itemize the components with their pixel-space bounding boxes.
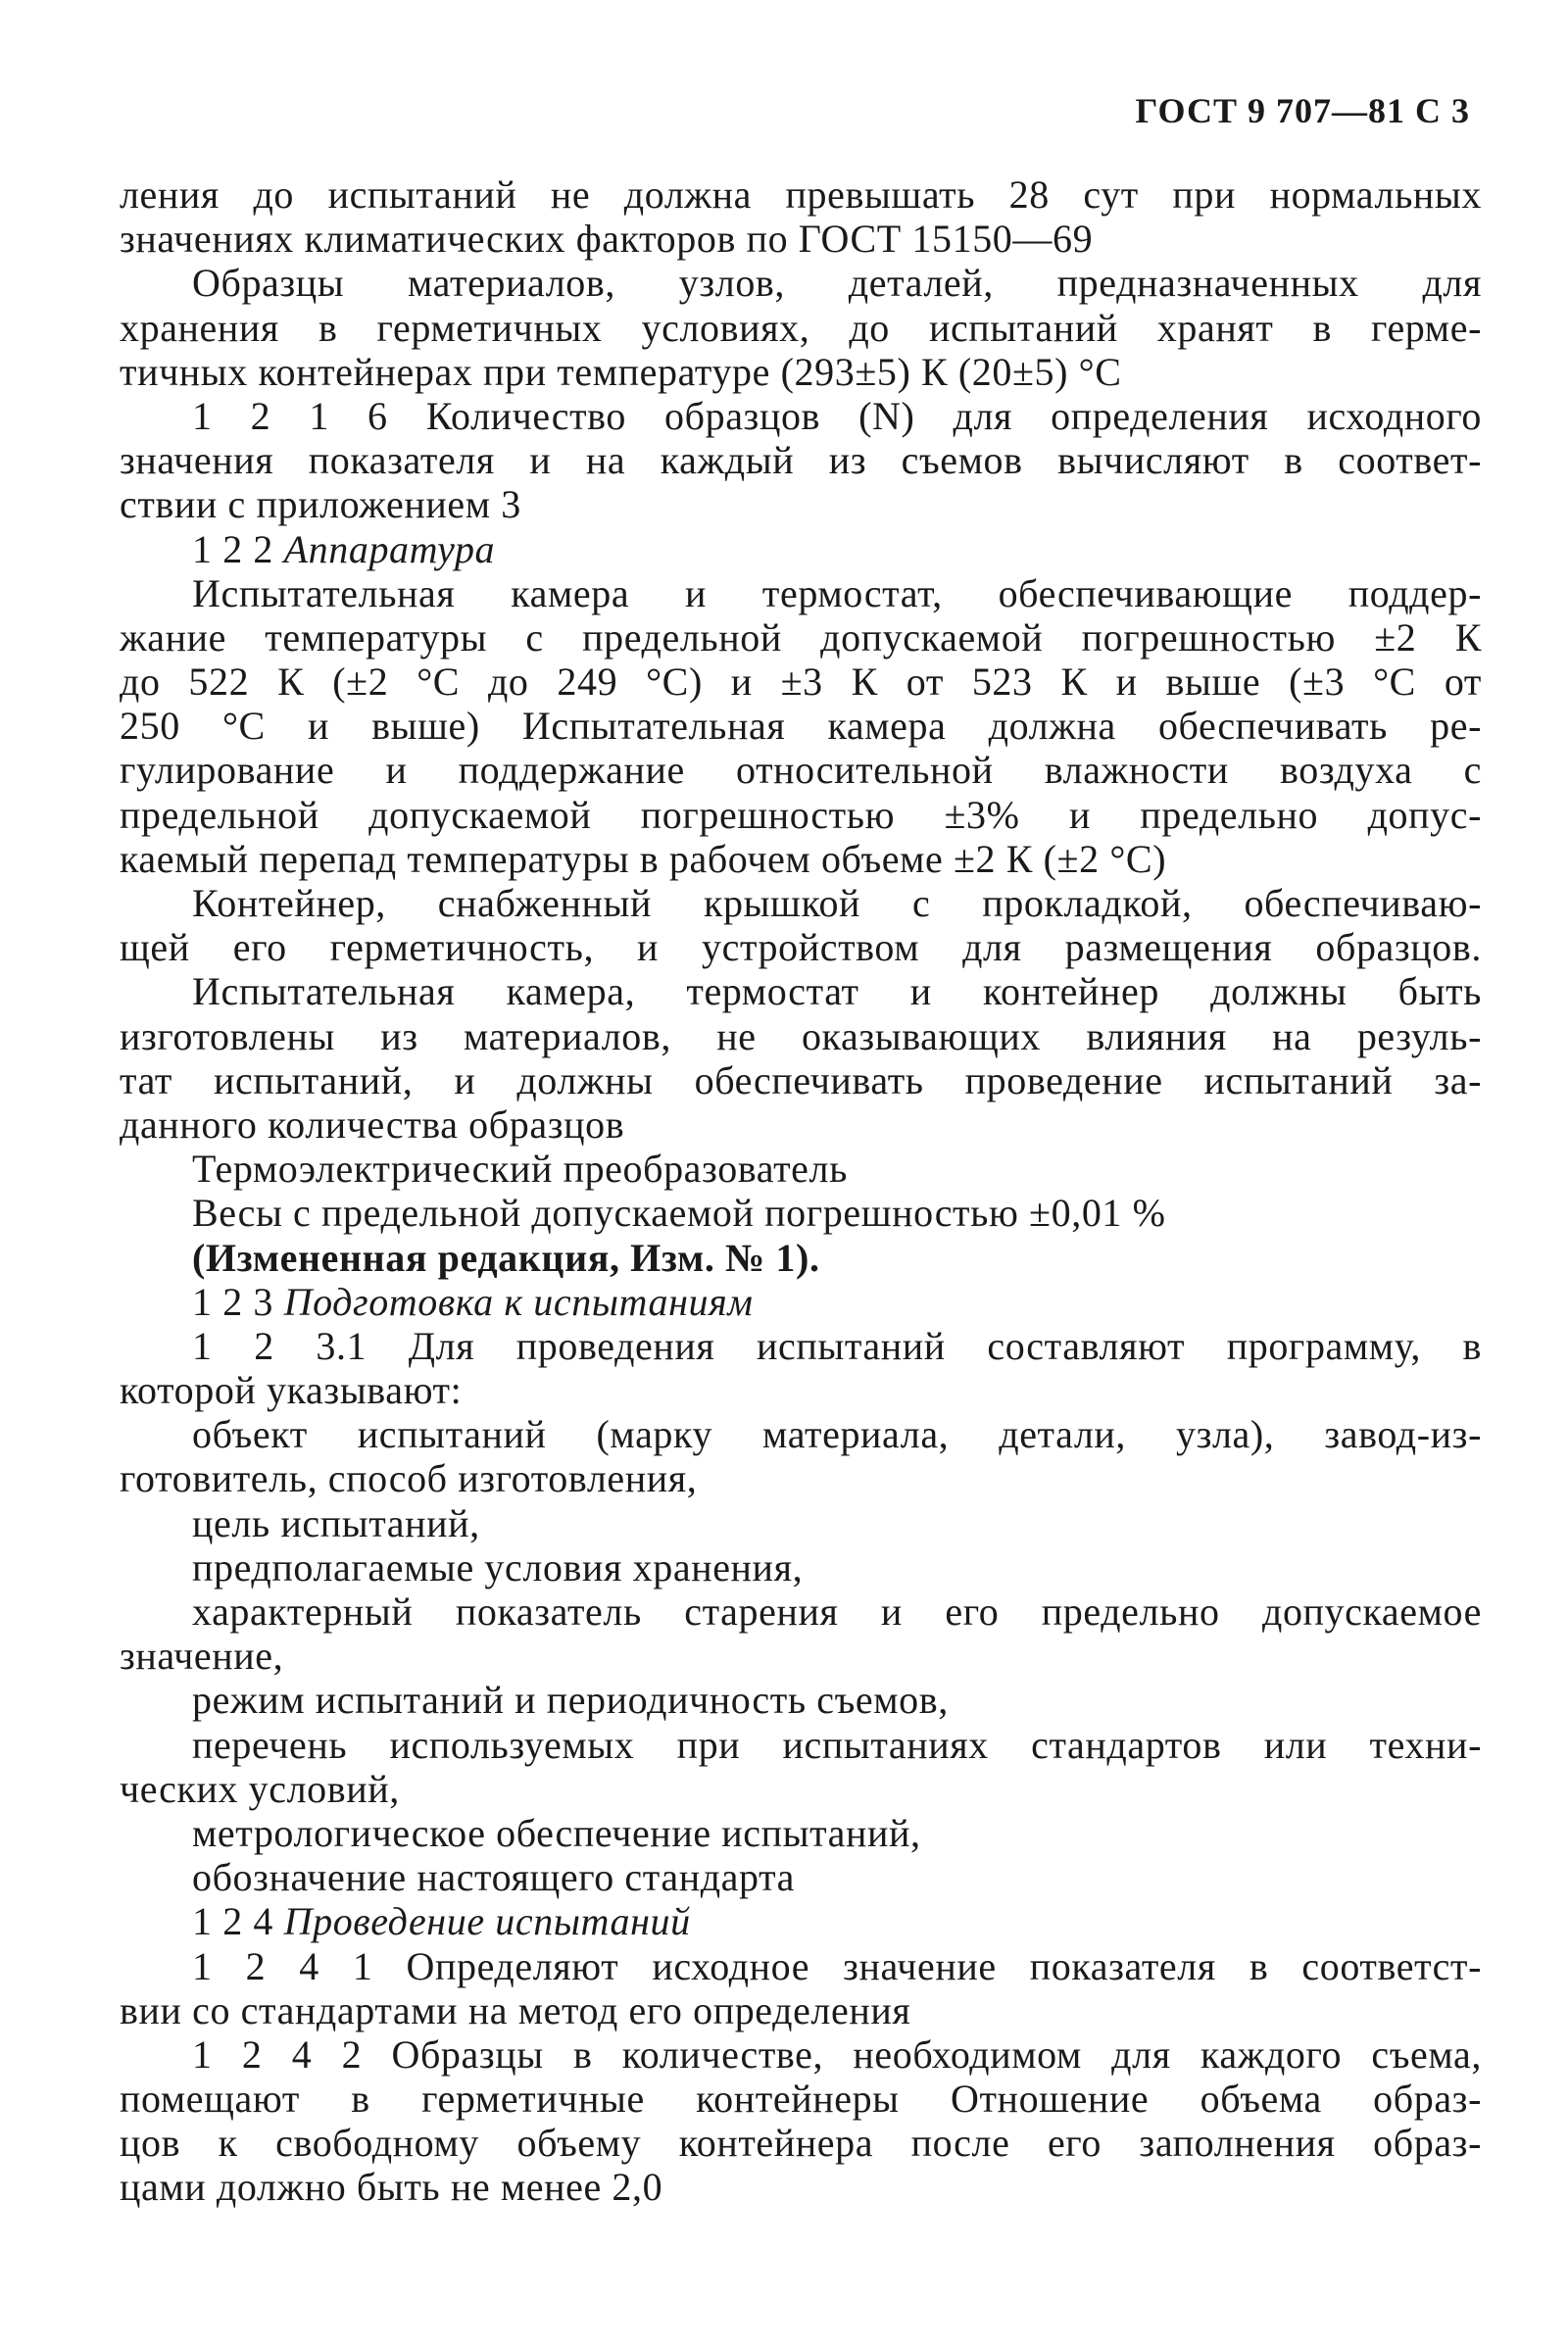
text-line: вии со стандартами на метод его определения xyxy=(120,1987,911,2032)
text-line: предполагаемые условия хранения, xyxy=(192,1544,804,1590)
text-line: Весы с предельной допускаемой погрешностью ±0,01 % xyxy=(192,1191,1166,1236)
text-line: цель испытаний, xyxy=(192,1500,480,1545)
text-line: до 522 К (±2 °С до 249 °С) и ±3 К от 523 К и выше (±3 °С от xyxy=(120,660,1482,705)
text-line xyxy=(120,527,1482,571)
section-number: 1 2 4 xyxy=(192,1899,284,1944)
text-line: Образцы материалов, узлов, деталей, предназначенных для xyxy=(192,261,1482,306)
text-line: готовитель, способ изготовления, xyxy=(120,1456,698,1501)
text-line: тат испытаний, и должны обеспечивать проведение испытаний за- xyxy=(120,1057,1482,1102)
text-line: 1 2 4 2 Образцы в количестве, необходимом для каждого съема, xyxy=(192,2031,1482,2077)
section-title: Аппаратура xyxy=(283,526,496,571)
section-number: 1 2 3 xyxy=(192,1279,284,1324)
text-line: режим испытаний и периодичность съемов, xyxy=(192,1678,949,1723)
text-line: ления до испытаний не должна превышать 28 сут при нормальных xyxy=(120,172,1482,217)
page-header: ГОСТ 9 707—81 С 3 xyxy=(1135,91,1470,130)
text-line: Контейнер, снабженный крышкой с прокладкой, обеспечиваю- xyxy=(192,881,1482,925)
text-line xyxy=(120,1899,1482,1943)
text-line: хранения в герметичных условиях, до испытаний хранят в герме- xyxy=(120,305,1482,350)
text-line: значение, xyxy=(120,1634,284,1679)
text-line: каемый перепад температуры в рабочем объеме ±2 К (±2 °С) xyxy=(120,836,1167,881)
document-body xyxy=(120,172,1482,2210)
text-line: 1 2 1 6 Количество образцов (N) для определения исходного xyxy=(192,393,1482,438)
text-line: перечень используемых при испытаниях стандартов или техни- xyxy=(192,1722,1482,1767)
text-line: объект испытаний (марку материала, детали, узла), завод-из- xyxy=(192,1412,1482,1457)
text-line: Испытательная камера, термостат и контейнер должны быть xyxy=(192,969,1482,1014)
section-title: Подготовка к испытаниям xyxy=(283,1279,754,1324)
text-line: метрологическое обеспечение испытаний, xyxy=(192,1810,921,1855)
text-line: ческих условий, xyxy=(120,1766,400,1811)
text-line: цов к свободному объему контейнера после его заполнения образ- xyxy=(120,2121,1482,2166)
text-line: предельной допускаемой погрешностью ±3% и предельно допус- xyxy=(120,792,1482,837)
text-line: которой указывают: xyxy=(120,1368,463,1413)
text-line: Испытательная камера и термостат, обеспечивающие поддер- xyxy=(192,570,1482,615)
text-line: жание температуры с предельной допускаемой погрешностью ±2 К xyxy=(120,614,1482,660)
text-line: значения показателя и на каждый из съемов вычисляют в соответ- xyxy=(120,438,1482,483)
text-line: помещают в герметичные контейнеры Отношение объема образ- xyxy=(120,2077,1482,2122)
text-line: щей его герметичность, и устройством для размещения образцов. xyxy=(120,925,1482,970)
text-line: характерный показатель старения и его предельно допускаемое xyxy=(192,1590,1482,1634)
text-line: данного количества образцов xyxy=(120,1101,625,1147)
text-line: Термоэлектрический преобразователь xyxy=(192,1147,848,1192)
text-line: 1 2 4 1 Определяют исходное значение показателя в соответст- xyxy=(192,1943,1482,1988)
text-line: тичных контейнерах при температуре (293±5) К (20±5) °С xyxy=(120,349,1122,394)
text-line: изготовлены из материалов, не оказывающих влияния на резуль- xyxy=(120,1013,1482,1058)
text-line: цами должно быть не менее 2,0 xyxy=(120,2165,663,2210)
section-number: 1 2 2 xyxy=(192,526,284,571)
text-line: обозначение настоящего стандарта xyxy=(192,1855,796,1900)
section-title: Проведение испытаний xyxy=(283,1899,691,1944)
text-line: значениях климатических факторов по ГОСТ 15150—69 xyxy=(120,217,1094,262)
text-line: 250 °С и выше) Испытательная камера должна обеспечивать ре- xyxy=(120,704,1482,749)
text-line: (Измененная редакция, Изм. № 1). xyxy=(192,1235,820,1280)
text-line: 1 2 3.1 Для проведения испытаний составляют программу, в xyxy=(192,1323,1482,1368)
text-line: ствии с приложением 3 xyxy=(120,482,521,527)
text-line: гулирование и поддержание относительной влажности воздуха с xyxy=(120,748,1482,793)
text-line xyxy=(120,1280,1482,1324)
